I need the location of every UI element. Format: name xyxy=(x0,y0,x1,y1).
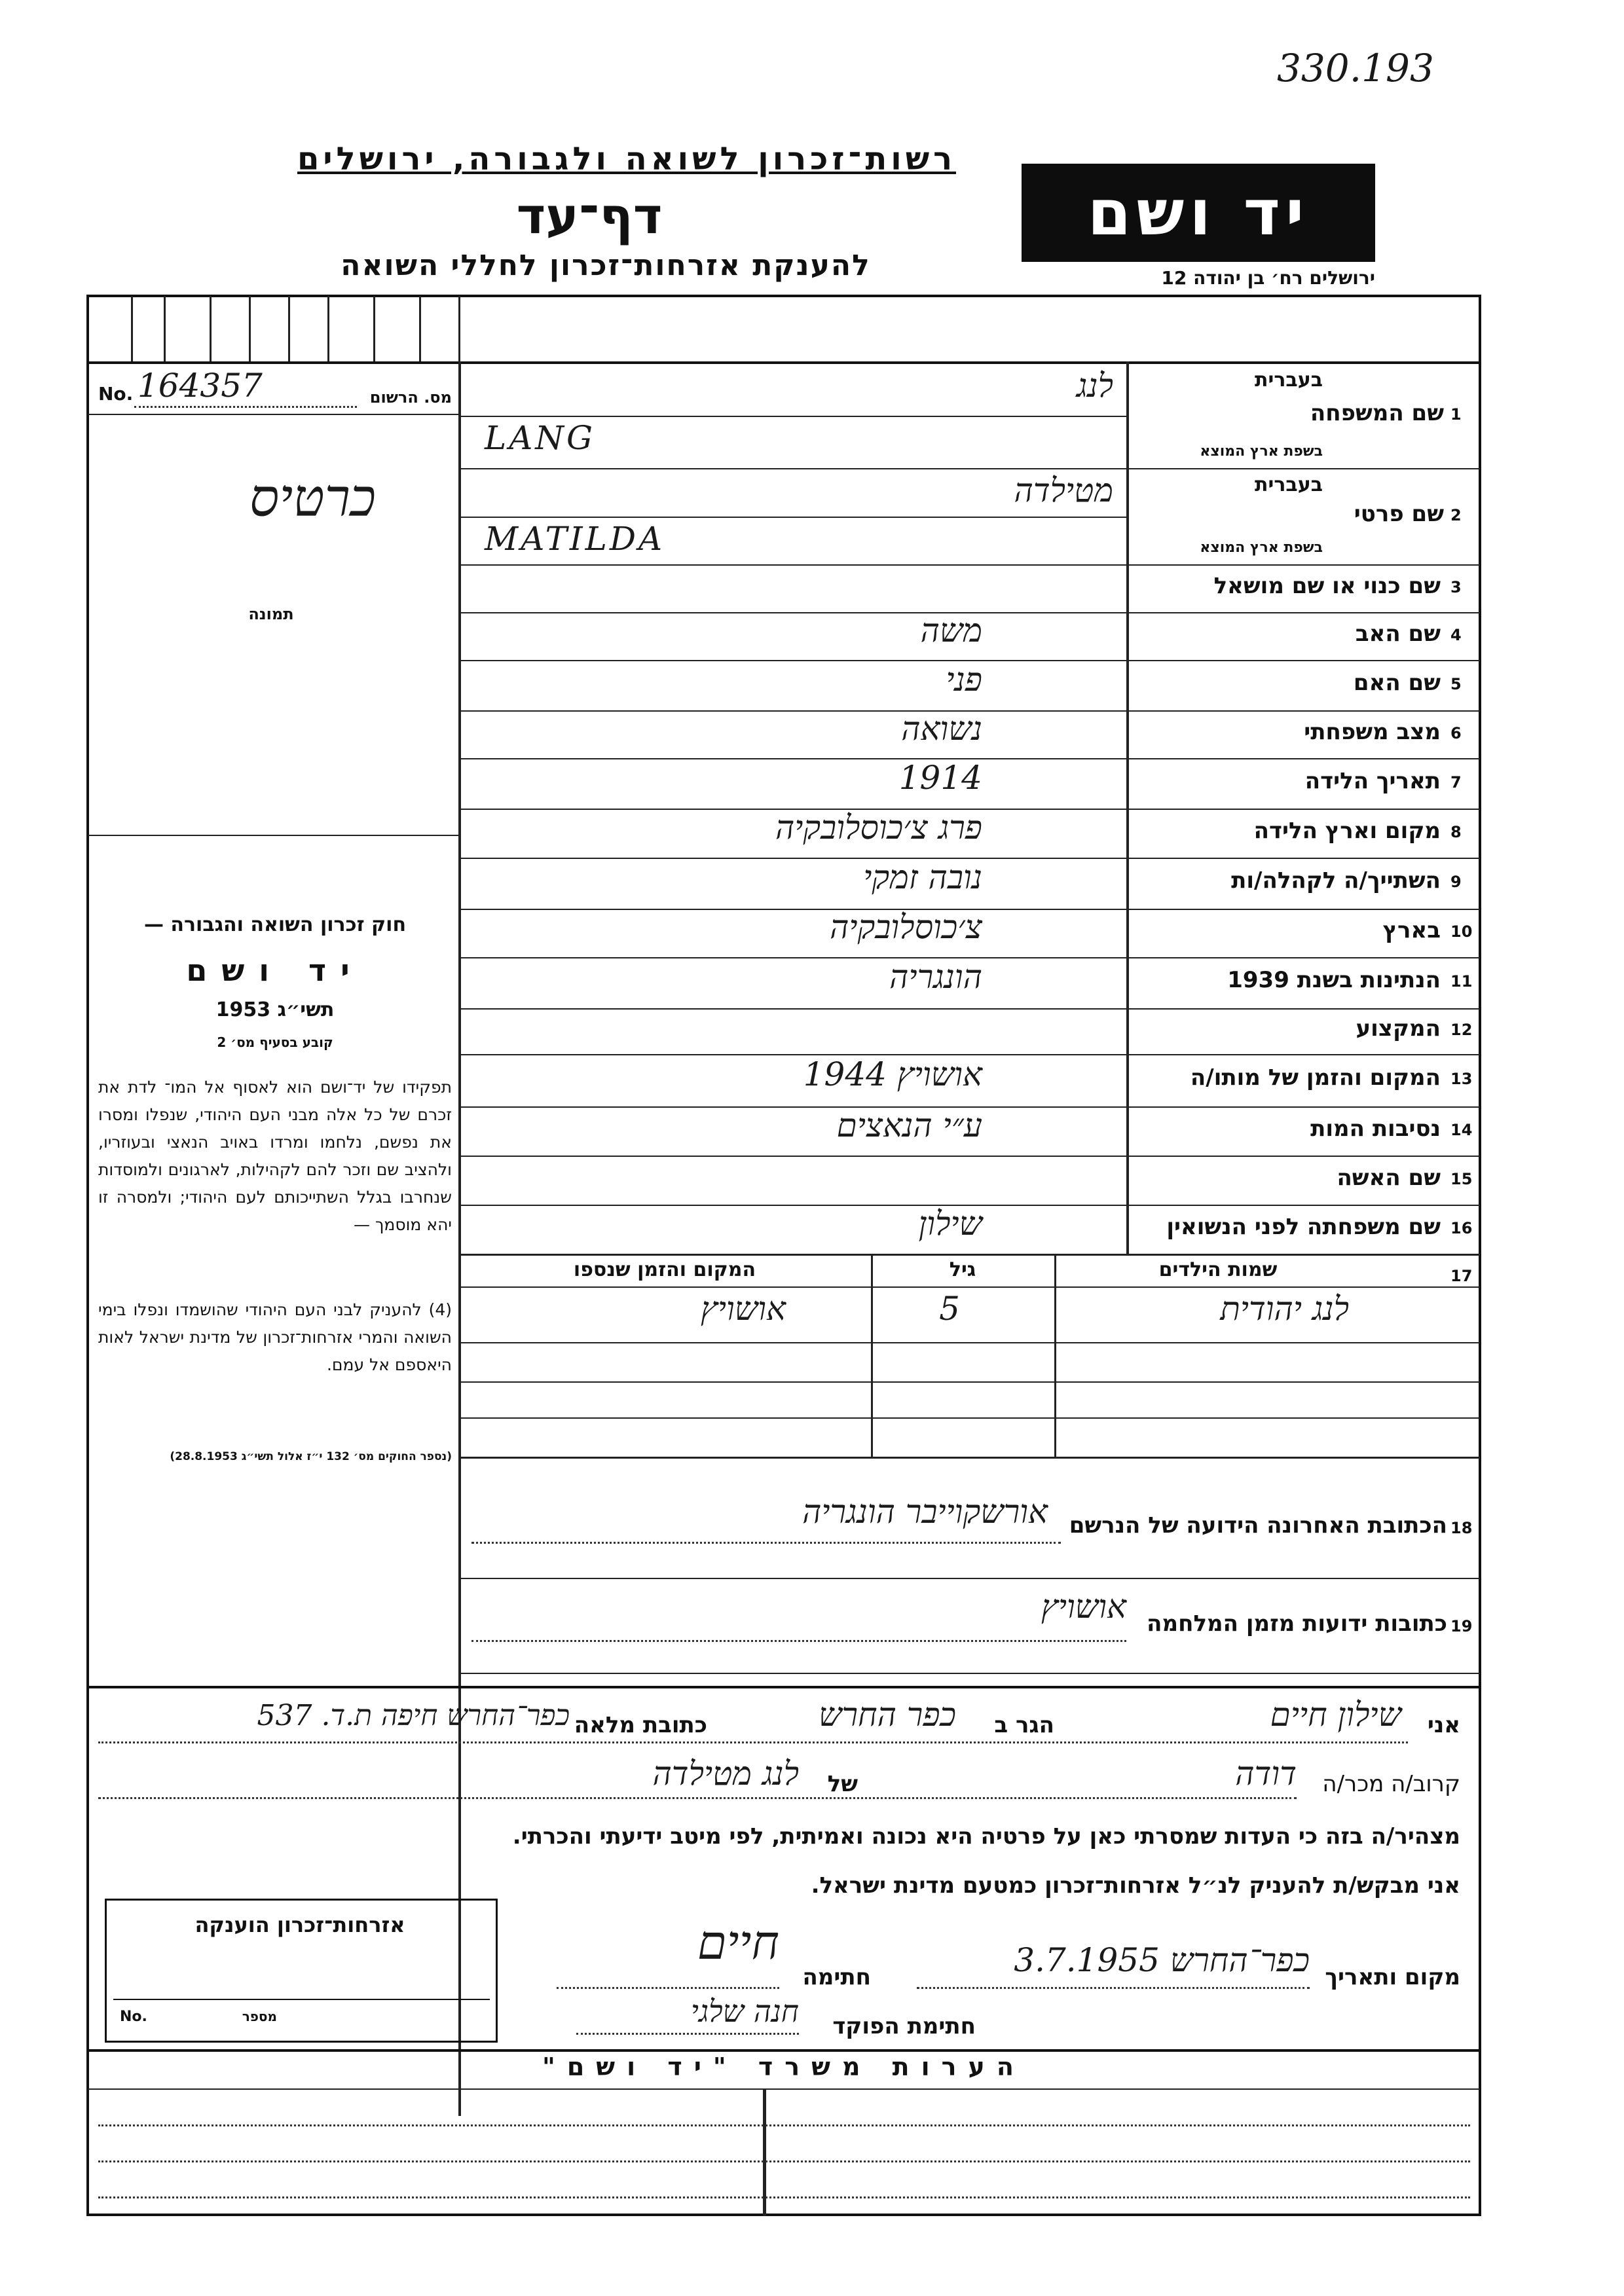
field-14-label: נסיבות המות xyxy=(1310,1115,1441,1142)
field-11-value: הונגריה xyxy=(889,958,982,996)
form-subtitle: להענקת אזרחות־זכרון לחללי השואה xyxy=(341,249,871,282)
war-address-value: אושויץ xyxy=(1041,1588,1126,1626)
photo-area xyxy=(88,415,458,834)
field-5-label: שם האם xyxy=(1353,669,1441,696)
reg-no-label: No. xyxy=(98,383,134,405)
grant-no-label: No. xyxy=(120,2009,147,2025)
law-source: (נספר החוקים מס׳ 132 י״ז אלול תשי״ג 28.8.1953) xyxy=(170,1450,452,1463)
office-notes-title: הערות משרד "יד ושם" xyxy=(542,2052,1025,2081)
declaration-line-1: מצהיר/ה בזה כי העדות שמסרתי כאן על פרטיה היא נכונה ואמיתית, לפי מיטב ידיעתי והכרתי. xyxy=(512,1823,1460,1850)
resides-label: הגר ב xyxy=(994,1712,1054,1738)
children-header-age: גיל xyxy=(949,1258,976,1281)
field-8-label: מקום וארץ הלידה xyxy=(1253,817,1441,844)
law-title: חוק זכרון השואה והגבורה — xyxy=(143,913,407,936)
field-18-number: 18 xyxy=(1450,1519,1473,1537)
registration-number: 164357 xyxy=(138,367,263,405)
official-signature-label: חתימת הפוקד xyxy=(832,2013,976,2039)
field-1-origin-value: LANG xyxy=(485,419,596,457)
law-name: יד ושם xyxy=(186,953,364,988)
field-1-origin-label: בשפת ארץ המוצא xyxy=(1200,443,1323,460)
logo-text: יד ושם xyxy=(1087,176,1310,249)
field-9-label: השתייך/ה לקהלה/ות xyxy=(1231,867,1441,894)
child-place: אושויץ xyxy=(700,1290,786,1328)
field-16-value: שילון xyxy=(918,1204,982,1243)
field-8-value: פרג צ׳כוסלובקיה xyxy=(775,808,982,847)
field-19-number: 19 xyxy=(1450,1617,1473,1635)
field-10-value: צ׳כוסלובקיה xyxy=(830,908,982,946)
field-13-value: אושויץ 1944 xyxy=(803,1055,982,1093)
field-9-number: 9 xyxy=(1450,873,1462,891)
field-14-number: 14 xyxy=(1450,1120,1473,1139)
field-6-label: מצב משפחתי xyxy=(1304,718,1441,745)
field-7-value: 1914 xyxy=(898,758,982,797)
photo-label: תמונה xyxy=(248,605,294,623)
archive-number: 330.193 xyxy=(1277,46,1434,90)
declaration-line-2: אני מבקש/ת להעניק לנ״ל אזרחות־זכרון כמטעם מדינת ישראל. xyxy=(811,1872,1460,1899)
child-name: לנג יהודית xyxy=(1220,1290,1349,1328)
field-3-label: שם כנוי או שם מושאל xyxy=(1213,572,1441,599)
declarant-relation: דודה xyxy=(1235,1755,1297,1793)
official-signature: חנה שלגי xyxy=(690,1994,799,2029)
field-16-number: 16 xyxy=(1450,1218,1473,1237)
field-11-number: 11 xyxy=(1450,972,1473,991)
field-14-value: ע״י הנאצים xyxy=(836,1106,982,1144)
field-8-number: 8 xyxy=(1450,822,1462,841)
field-1-number: 1 xyxy=(1450,405,1462,424)
law-clause: קובע בסעיף מס׳ 2 xyxy=(217,1034,333,1050)
field-1-hebrew-label: בעברית xyxy=(1255,369,1323,392)
field-6-value: נשואה xyxy=(901,709,982,748)
field-11-label: הנתינות בשנת 1939 xyxy=(1227,967,1441,993)
field-4-number: 4 xyxy=(1450,625,1462,644)
children-header-names: שמות הילדים xyxy=(1158,1258,1278,1281)
authority-name: רשות־זכרון לשואה ולגבורה, ירושלים xyxy=(297,141,956,177)
field-12-number: 12 xyxy=(1450,1021,1473,1039)
field-2-origin-value: MATILDA xyxy=(485,519,665,558)
field-15-number: 15 xyxy=(1450,1169,1473,1188)
full-address-label: כתובת מלאה xyxy=(574,1712,707,1738)
field-4-value: משה xyxy=(920,611,982,649)
field-13-number: 13 xyxy=(1450,1070,1473,1088)
signature-label: חתימה xyxy=(802,1964,871,1990)
grant-number-label: מספר xyxy=(242,2009,277,2024)
field-10-number: 10 xyxy=(1450,922,1473,941)
declarant-ani-label: אני xyxy=(1427,1712,1460,1738)
grant-box xyxy=(105,1899,498,2043)
child-age: 5 xyxy=(939,1290,960,1328)
field-2-hebrew-label: בעברית xyxy=(1255,473,1323,496)
field-5-number: 5 xyxy=(1450,674,1462,693)
field-13-label: המקום והזמן של מותו/ה xyxy=(1190,1065,1441,1091)
declarant-full-address: כפר־החרש חיפה ת.ד. 537 xyxy=(257,1699,570,1732)
field-6-number: 6 xyxy=(1450,723,1462,742)
war-address-label: כתובות ידועות מזמן המלחמה xyxy=(1147,1611,1447,1637)
place-date-value: כפר־החרש 3.7.1955 xyxy=(1014,1941,1310,1979)
photo-stamp: כרטיס xyxy=(249,467,376,528)
field-2-origin-label: בשפת ארץ המוצא xyxy=(1200,539,1323,556)
field-2-number: 2 xyxy=(1450,505,1462,524)
field-3-number: 3 xyxy=(1450,577,1462,596)
grant-title: אזרחות־זכרון הוענקה xyxy=(194,1912,405,1937)
field-9-value: נובה זמקי xyxy=(863,858,982,896)
field-5-value: פני xyxy=(946,660,982,699)
field-1-hebrew-value: לנג xyxy=(1076,367,1113,405)
law-paragraph-2: (4) להעניק לבני העם היהודי שהושמדו ונפלו בימי השואה והמרי אזרחות־זכרון של מדינת ישראל לאות היאספם אל עמם. xyxy=(98,1300,452,1374)
reg-number-label: מס. הרשום xyxy=(369,388,452,407)
field-12-label: המקצוע xyxy=(1356,1015,1441,1042)
field-17-number: 17 xyxy=(1450,1267,1473,1285)
field-7-label: תאריך הלידה xyxy=(1304,767,1441,794)
children-header-place: המקום והזמן שנספו xyxy=(573,1258,756,1281)
field-10-label: בארץ xyxy=(1382,917,1441,943)
field-7-number: 7 xyxy=(1450,773,1462,792)
law-year: תשי״ג 1953 xyxy=(215,998,335,1021)
field-2-label: שם פרטי xyxy=(1354,500,1444,527)
last-address-label: הכתובת האחרונה הידועה של הנרשם xyxy=(1069,1512,1447,1539)
of-label: של xyxy=(827,1771,858,1797)
field-4-label: שם האב xyxy=(1355,620,1441,647)
place-date-label: מקום ותאריך xyxy=(1325,1964,1460,1990)
declarant-signature: חיים xyxy=(697,1915,779,1970)
field-15-label: שם האשה xyxy=(1337,1164,1441,1191)
field-2-hebrew-value: מטילדה xyxy=(1014,471,1113,509)
header-address: ירושלים רח׳ בן יהודה 12 xyxy=(1161,267,1375,289)
field-1-label: שם המשפחה xyxy=(1310,400,1444,426)
relative-label: קרוב/ה מכר/ה xyxy=(1322,1771,1460,1797)
declarant-resides: כפר החרש xyxy=(819,1696,956,1734)
declarant-name: שילון חיים xyxy=(1270,1696,1401,1734)
yad-vashem-logo xyxy=(1022,164,1375,262)
form-title: דף־עד xyxy=(516,187,663,245)
declarant-of-name: לנג מטילדה xyxy=(652,1755,799,1793)
field-16-label: שם משפחתה לפני הנשואין xyxy=(1166,1213,1441,1240)
law-paragraph-1: תפקידו של יד־ושם הוא לאסוף אל המו־ לדת את זכרם של כל אלה מבני העם היהודי, שנפלו ומסרו את נפשם, נלחמו ומרדו באויב הנאצי ובעוזריו, ולהציב שם וזכר להם לקהילות, לארגונים ולמוסדות שנחרבו בגלל השתייכותם לעם היהודי; ולמסרה זו יהא מוסמך — xyxy=(98,1078,452,1234)
last-address-value: אורשקוייבר הונגריה xyxy=(802,1493,1048,1531)
